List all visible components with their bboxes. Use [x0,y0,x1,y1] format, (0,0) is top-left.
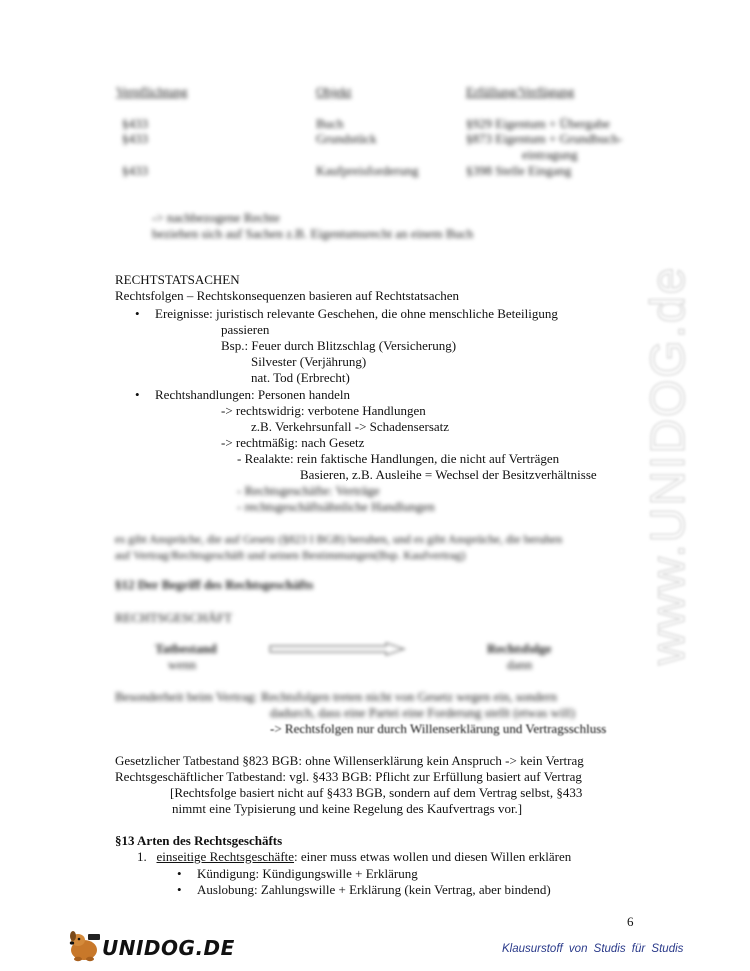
blurred-paragraph: Besonderheit beim Vertrag: Rechtsfolgen treten nicht von Gesetz wegen ein, sondern [115,689,557,704]
blurred-diagram-left: Tatbestand [155,641,217,656]
example-line: nat. Tod (Erbrecht) [251,370,350,385]
bullet-continuation: passieren [221,322,270,337]
blurred-table-cell: §873 Eigentum + Grundbuch- [466,131,623,146]
blurred-diagram-right-sub: dann [507,657,533,672]
blurred-table-header-3: Erfüllung/Verfügung [466,84,575,99]
section-heading: RECHTSTATSACHEN [115,272,240,287]
blurred-paragraph: dadurch, dass eine Partei eine Forderung stellt (etwas will) [270,705,576,720]
item-number: 1. [137,849,147,864]
bullet-text: Kündigung: Kündigungswille + Erklärung [197,866,418,881]
bullet-item [197,866,418,882]
blurred-table-cell: §929 Eigentum + Übergabe [466,116,610,131]
unidog-logo [64,926,235,966]
example-line: Silvester (Verjährung) [251,354,367,369]
watermark-text: www.UNIDOG.de [642,265,695,665]
partial-blur-line: -> Rechtsfolgen nur durch Willenserklärung und Vertragsschluss [270,721,607,736]
watermark [592,250,732,680]
bullet-item [155,387,350,403]
blurred-table-cell: Grundstück [316,131,377,146]
item-text: : einer muss etwas wollen und diesen Willen erklären [294,849,572,864]
paragraph-line: nimmt eine Typisierung und keine Regelung des Kaufvertrags vor.] [172,801,523,816]
blurred-sub-line: - rechtsgeschäftsähnliche Handlungen [237,499,435,514]
blurred-table-cell: eintragung [522,147,578,162]
sub-line: Basieren, z.B. Ausleihe = Wechsel der Besitzverhältnisse [300,467,597,482]
blurred-subheading: RECHTSGESCHÄFT [115,610,233,625]
blurred-table-header-2: Objekt [316,84,352,99]
blurred-table-cell: §433 [122,116,148,131]
blurred-note-line: -> nachbezogene Rechte [152,210,280,225]
sub-line: -> rechtswidrig: verbotene Handlungen [221,403,426,418]
diagram-arrow-icon [268,642,408,656]
blurred-paragraph: auf Vertrag/Rechtsgeschäft und seinen Bestimmungen(Bsp. Kaufvertrag) [115,548,466,562]
blurred-table-cell: §398 Stelle Eingang [466,163,572,178]
bullet-item [155,306,558,322]
blurred-diagram-left-sub: wenn [168,657,197,672]
example-line: Bsp.: Feuer durch Blitzschlag (Versicherung) [221,338,457,353]
footer-tagline: Klausurstoff von Studis für Studis [502,943,684,955]
dog-icon [64,928,104,964]
paragraph-line: Gesetzlicher Tatbestand §823 BGB: ohne Willenserklärung kein Anspruch -> kein Vertrag [115,753,584,768]
blurred-table-cell: §433 [122,131,148,146]
blurred-table-header-1: Verpflichtung [116,84,188,99]
paragraph-line: Rechtsgeschäftlicher Tatbestand: vgl. §433 BGB: Pflicht zur Erfüllung basiert auf Vertrag [115,769,582,784]
logo-text: UNIDOG.DE [102,936,235,960]
item-term: einseitige Rechtsgeschäfte [156,849,295,864]
bullet-text: Auslobung: Zahlungswille + Erklärung (kein Vertrag, aber bindend) [197,882,551,897]
bullet-text: Rechtshandlungen: Personen handeln [155,387,350,402]
bullet-text: Ereignisse: juristisch relevante Geschehen, die ohne menschliche Beteiligung [155,306,558,321]
blurred-table-cell: §433 [122,163,148,178]
blurred-paragraph: es gibt Ansprüche, die auf Gesetz (§823 I BGB) beruhen, und es gibt Ansprüche, die beruhen [115,532,563,546]
paragraph-line: [Rechtsfolge basiert nicht auf §433 BGB, sondern auf dem Vertrag selbst, §433 [170,785,583,800]
section-intro: Rechtsfolgen – Rechtskonsequenzen basieren auf Rechtstatsachen [115,288,460,303]
bullet-item [197,882,551,898]
blurred-diagram-right: Rechtsfolge [487,641,552,656]
section-heading: §13 Arten des Rechtsgeschäfts [115,833,283,848]
blurred-heading: §12 Der Begriff des Rechtsgeschäfts [115,577,314,592]
page-number: 6 [627,914,634,929]
sub-line: z.B. Verkehrsunfall -> Schadensersatz [251,419,450,434]
sub-line: -> rechtmäßig: nach Gesetz [221,435,365,450]
blurred-table-cell: Buch [316,116,344,131]
sub-line: - Realakte: rein faktische Handlungen, die nicht auf Verträgen [237,451,560,466]
blurred-note-line: beziehen sich auf Sachen z.B. Eigentumsrecht an einem Buch [152,226,474,241]
blurred-sub-line: - Rechtsgeschäfte: Verträge [237,483,380,498]
numbered-item [137,849,571,865]
blurred-table-cell: Kaufpreisforderung [316,163,419,178]
